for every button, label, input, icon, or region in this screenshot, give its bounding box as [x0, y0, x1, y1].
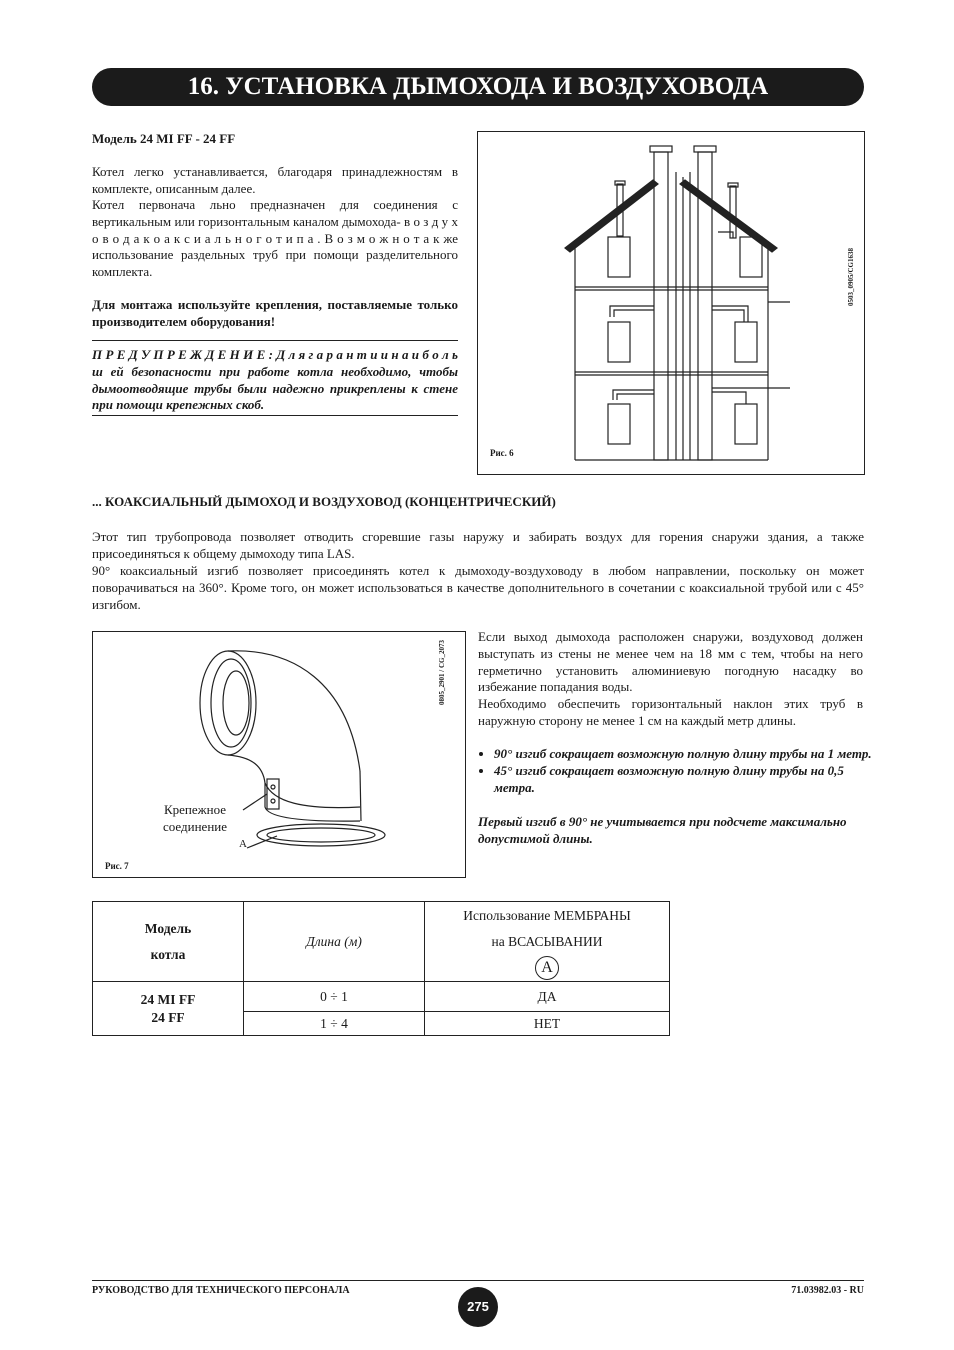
header-model-line-1: Модель [144, 920, 192, 936]
table-header-row [93, 902, 670, 982]
callout-a: A [239, 838, 247, 850]
page-number: 275 [458, 1287, 498, 1327]
model-cell [93, 982, 244, 1036]
coaxial-paragraph-1: Этот тип трубопровода позволяет отводить сгоревшие газы наружу и забирать воздух для горения снаружи здания, а также присоединяться к общему дымоходу типа LAS. [92, 529, 864, 561]
coaxial-heading: ... КОАКСИАЛЬНЫЙ ДЫМОХОД И ВОЗДУХОВОД (КОНЦЕНТРИЧЕСКИЙ) [92, 494, 556, 509]
table-row [93, 982, 670, 1012]
intro-paragraph-2: Котел первонача льно предназначен для соединения с вертикальным или горизонтальным каналом дымохода- в о з д у х о в о д а к о а к с и а л ь н о г о т и п а . В о з м о ж н о т а к же использование раздельных труб при помощи разделительного комплекта. [92, 197, 458, 280]
header-membrane [425, 902, 670, 982]
figure-6-code: 0503_0905/CG1638 [847, 248, 855, 306]
membrane-cell: НЕТ [425, 1012, 670, 1036]
footer-rule [92, 1280, 864, 1281]
membrane-cell: ДА [425, 982, 670, 1012]
warning-rule-bottom [92, 415, 458, 416]
figure-7-label: Рис. 7 [105, 861, 129, 871]
bend-bullets [478, 746, 879, 796]
fastener-callout [163, 801, 227, 835]
header-membrane-line-2: на ВСАСЫВАНИИ [491, 933, 603, 949]
footer-left: РУКОВОДСТВО ДЛЯ ТЕХНИЧЕСКОГО ПЕРСОНАЛА [92, 1285, 350, 1296]
figure-6 [477, 131, 865, 475]
warning-text: П Р Е Д У П Р Е Ж Д Е Н И Е : Д л я г а р а н т и и н а и б о л ь ш ей безопасности при работе котла необходимо, чтобы дымоотводящие трубы были надежно прикреплены к стене при помощи крепежных скоб. [92, 347, 458, 413]
elbow-diagram [93, 632, 465, 877]
page-title: 16. УСТАНОВКА ДЫМОХОДА И ВОЗДУХОВОДА [92, 68, 864, 106]
building-diagram [478, 132, 864, 474]
figure-6-label: Рис. 6 [490, 448, 514, 458]
header-length: Длина (м) [244, 902, 425, 982]
membrane-table [92, 901, 670, 1036]
intro-paragraph-1: Котел легко устанавливается, благодаря принадлежностям в комплекте, описанным далее. [92, 164, 458, 196]
mount-note: Для монтажа используйте крепления, поставляемые только производителем оборудования! [92, 297, 458, 329]
fastener-callout-line-2: соединение [163, 819, 228, 834]
first-bend-note: Первый изгиб в 90° не учитывается при подсчете максимально допустимой длины. [478, 814, 847, 846]
footer-right: 71.03982.03 - RU [791, 1285, 864, 1296]
header-model [93, 902, 244, 982]
fastener-callout-line-1: Крепежное [163, 802, 227, 817]
right-paragraph-2: Необходимо обеспечить горизонтальный наклон этих труб в наружную сторону не менее 1 см на каждый метр длины. [478, 696, 863, 728]
figure-7 [92, 631, 466, 878]
right-paragraph-1: Если выход дымохода расположен снаружи, воздуховод должен выступать из стены не менее чем на 18 мм с тем, чтобы на него герметично установить алюминиевую погодную насадку во избежание попадания воды. [478, 629, 863, 695]
length-cell: 0 ÷ 1 [244, 982, 425, 1012]
figure-7-code: 0805_2901 / CG_2073 [438, 640, 446, 705]
header-membrane-line-1: Использование МЕМБРАНЫ [463, 907, 631, 923]
warning-rule-top [92, 340, 458, 341]
model-heading: Модель 24 MI FF - 24 FF [92, 131, 236, 146]
length-cell: 1 ÷ 4 [244, 1012, 425, 1036]
model-line-2: 24 FF [151, 1009, 185, 1025]
bullet-45: • 45° изгиб сокращает возможную полную длину трубы на 0,5 метра. [494, 763, 879, 797]
header-model-line-2: котла [150, 946, 186, 962]
coaxial-paragraph-2: 90° коаксиальный изгиб позволяет присоединять котел к дымоходу-воздуховоду в любом направлении, поскольку он может поворачиваться на 360°. Кроме того, он может использоваться в качестве дополнительного в сочетании с коаксиальной трубой или с 45° изгибом. [92, 563, 864, 612]
bullet-90: • 90° изгиб сокращает возможную полную длину трубы на 1 метр. [494, 746, 879, 763]
model-line-1: 24 MI FF [140, 991, 196, 1007]
membrane-a-symbol: A [535, 956, 559, 980]
